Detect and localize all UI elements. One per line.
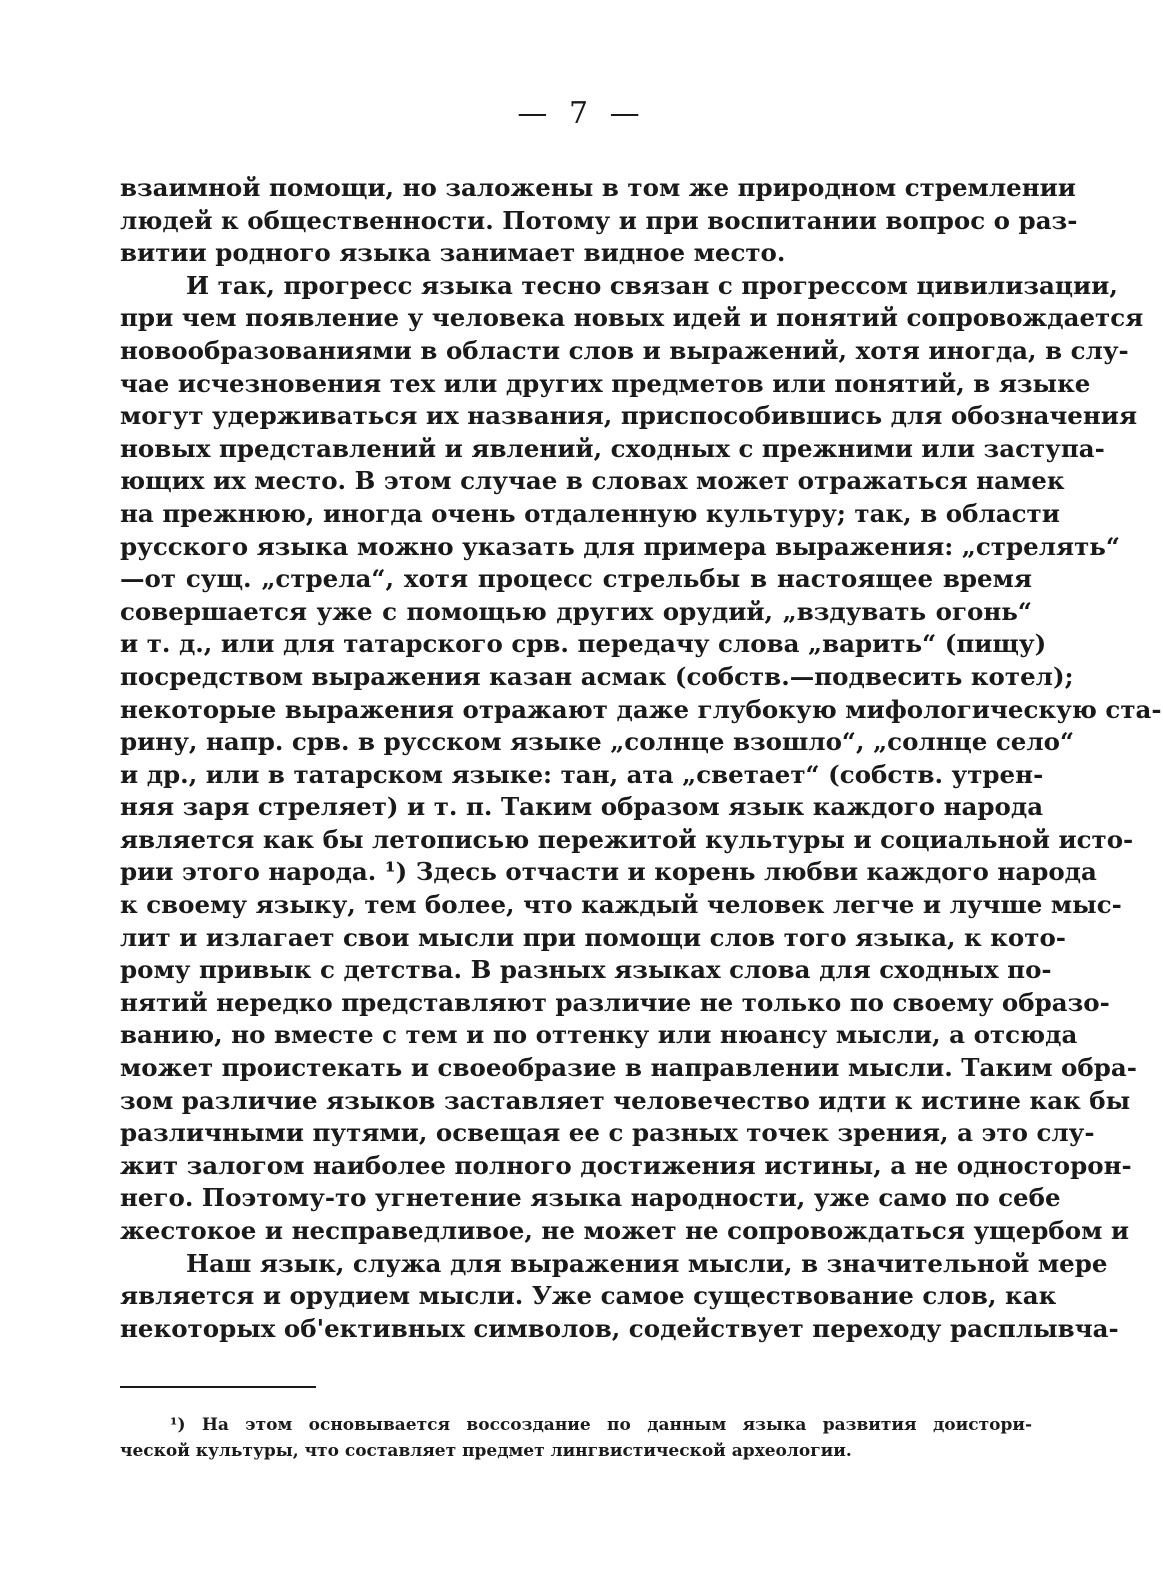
text-line: И так, прогресс языка тесно связан с прогрессом цивилизации, bbox=[186, 270, 1118, 300]
text-line: рому привык с детства. В разных языках слова для сходных по- bbox=[120, 955, 1052, 985]
text-line: нятий нередко представляют различие не только по своему образо- bbox=[120, 987, 1110, 1017]
text-line: жестокое и несправедливое, не может не сопровождаться ущербом и bbox=[120, 1216, 1130, 1245]
paragraph-2 bbox=[120, 270, 1162, 1248]
text-line: витии родного языка занимает видное место. bbox=[120, 238, 786, 268]
text-line: могут удерживаться их названия, приспособившись для обозначения bbox=[120, 401, 1138, 431]
text-line: на прежнюю, иногда очень отдаленную культуру; так, в области bbox=[120, 498, 1060, 528]
text-line: новых представлений и явлений, сходных с прежними или заступа- bbox=[120, 433, 1105, 463]
text-line: рину, напр. срв. в русском языке „солнце взошло“, „солнце село“ bbox=[120, 727, 1075, 757]
text-line: —от сущ. „стрела“, хотя процесс стрельбы в настоящее время bbox=[120, 564, 1032, 594]
text-line: посредством выражения казан асмак (собств.—подвесить котел); bbox=[120, 661, 1074, 691]
text-line: взаимной помощи, но заложены в том же природном стремлении bbox=[120, 173, 1076, 202]
text-line: некоторых об'ективных символов, содействует переходу расплывча- bbox=[120, 1313, 1119, 1343]
text-line: няя заря стреляет) и т. п. Таким образом язык каждого народа bbox=[120, 792, 1044, 822]
paragraph-1 bbox=[120, 172, 1078, 270]
text-line: является и орудием мысли. Уже самое существование слов, как bbox=[120, 1281, 1057, 1311]
text-line: рии этого народа. ¹) Здесь отчасти и корень любви каждого народа bbox=[120, 857, 1097, 887]
text-line: ванию, но вместе с тем и по оттенку или нюансу мысли, а отсюда bbox=[120, 1020, 1078, 1050]
text-line: ющих их место. В этом случае в словах может отражаться намек bbox=[120, 466, 1065, 496]
footnote bbox=[120, 1412, 1032, 1464]
text-line: при чем появление у человека новых идей и понятий сопровождается bbox=[120, 303, 1144, 333]
text-line: лит и излагает свои мысли при помощи слов того языка, к кото- bbox=[120, 922, 1066, 952]
page-number: — 7 — bbox=[517, 96, 646, 131]
text-line: людей к общественности. Потому и при воспитании вопрос о раз- bbox=[120, 205, 1078, 235]
text-line: зом различие языков заставляет человечество идти к истине как бы bbox=[120, 1085, 1131, 1115]
footnote-line: ческой культуры, что составляет предмет лингвистической археологии. bbox=[120, 1441, 852, 1461]
text-line: некоторые выражения отражают даже глубокую мифологическую ста- bbox=[120, 694, 1162, 724]
text-line: новообразованиями в области слов и выражений, хотя иногда, в слу- bbox=[120, 335, 1129, 365]
body-text bbox=[120, 172, 1162, 1345]
text-line: может проистекать и своеобразие в направлении мысли. Таким обра- bbox=[120, 1053, 1137, 1083]
footnote-divider bbox=[120, 1386, 316, 1388]
text-line: него. Поэтому-то угнетение языка народности, уже само по себе bbox=[120, 1183, 1061, 1213]
text-line: к своему языку, тем более, что каждый человек легче и лучше мыс- bbox=[120, 890, 1122, 920]
text-line: совершается уже с помощью других орудий, „вздувать огонь“ bbox=[120, 596, 1032, 626]
text-line: является как бы летописью пережитой культуры и социальной исто- bbox=[120, 824, 1134, 854]
text-line: и т. д., или для татарского срв. передачу слова „варить“ (пищу) bbox=[120, 629, 1047, 659]
text-line: Наш язык, служа для выражения мысли, в значительной мере bbox=[186, 1248, 1108, 1278]
paragraph-3 bbox=[120, 1248, 1119, 1346]
text-line: жит залогом наиболее полного достижения истины, а не односторон- bbox=[120, 1150, 1132, 1180]
text-line: русского языка можно указать для примера выражения: „стрелять“ bbox=[120, 531, 1120, 561]
text-line: различными путями, освещая ее с разных точек зрения, а это слу- bbox=[120, 1118, 1095, 1148]
text-line: чае исчезновения тех или других предметов или понятий, в языке bbox=[120, 368, 1091, 398]
text-line: и др., или в татарском языке: тан, ата „светает“ (собств. утрен- bbox=[120, 759, 1044, 789]
footnote-line: ¹) На этом основывается воссоздание по данным языка развития доистори- bbox=[170, 1415, 1032, 1435]
